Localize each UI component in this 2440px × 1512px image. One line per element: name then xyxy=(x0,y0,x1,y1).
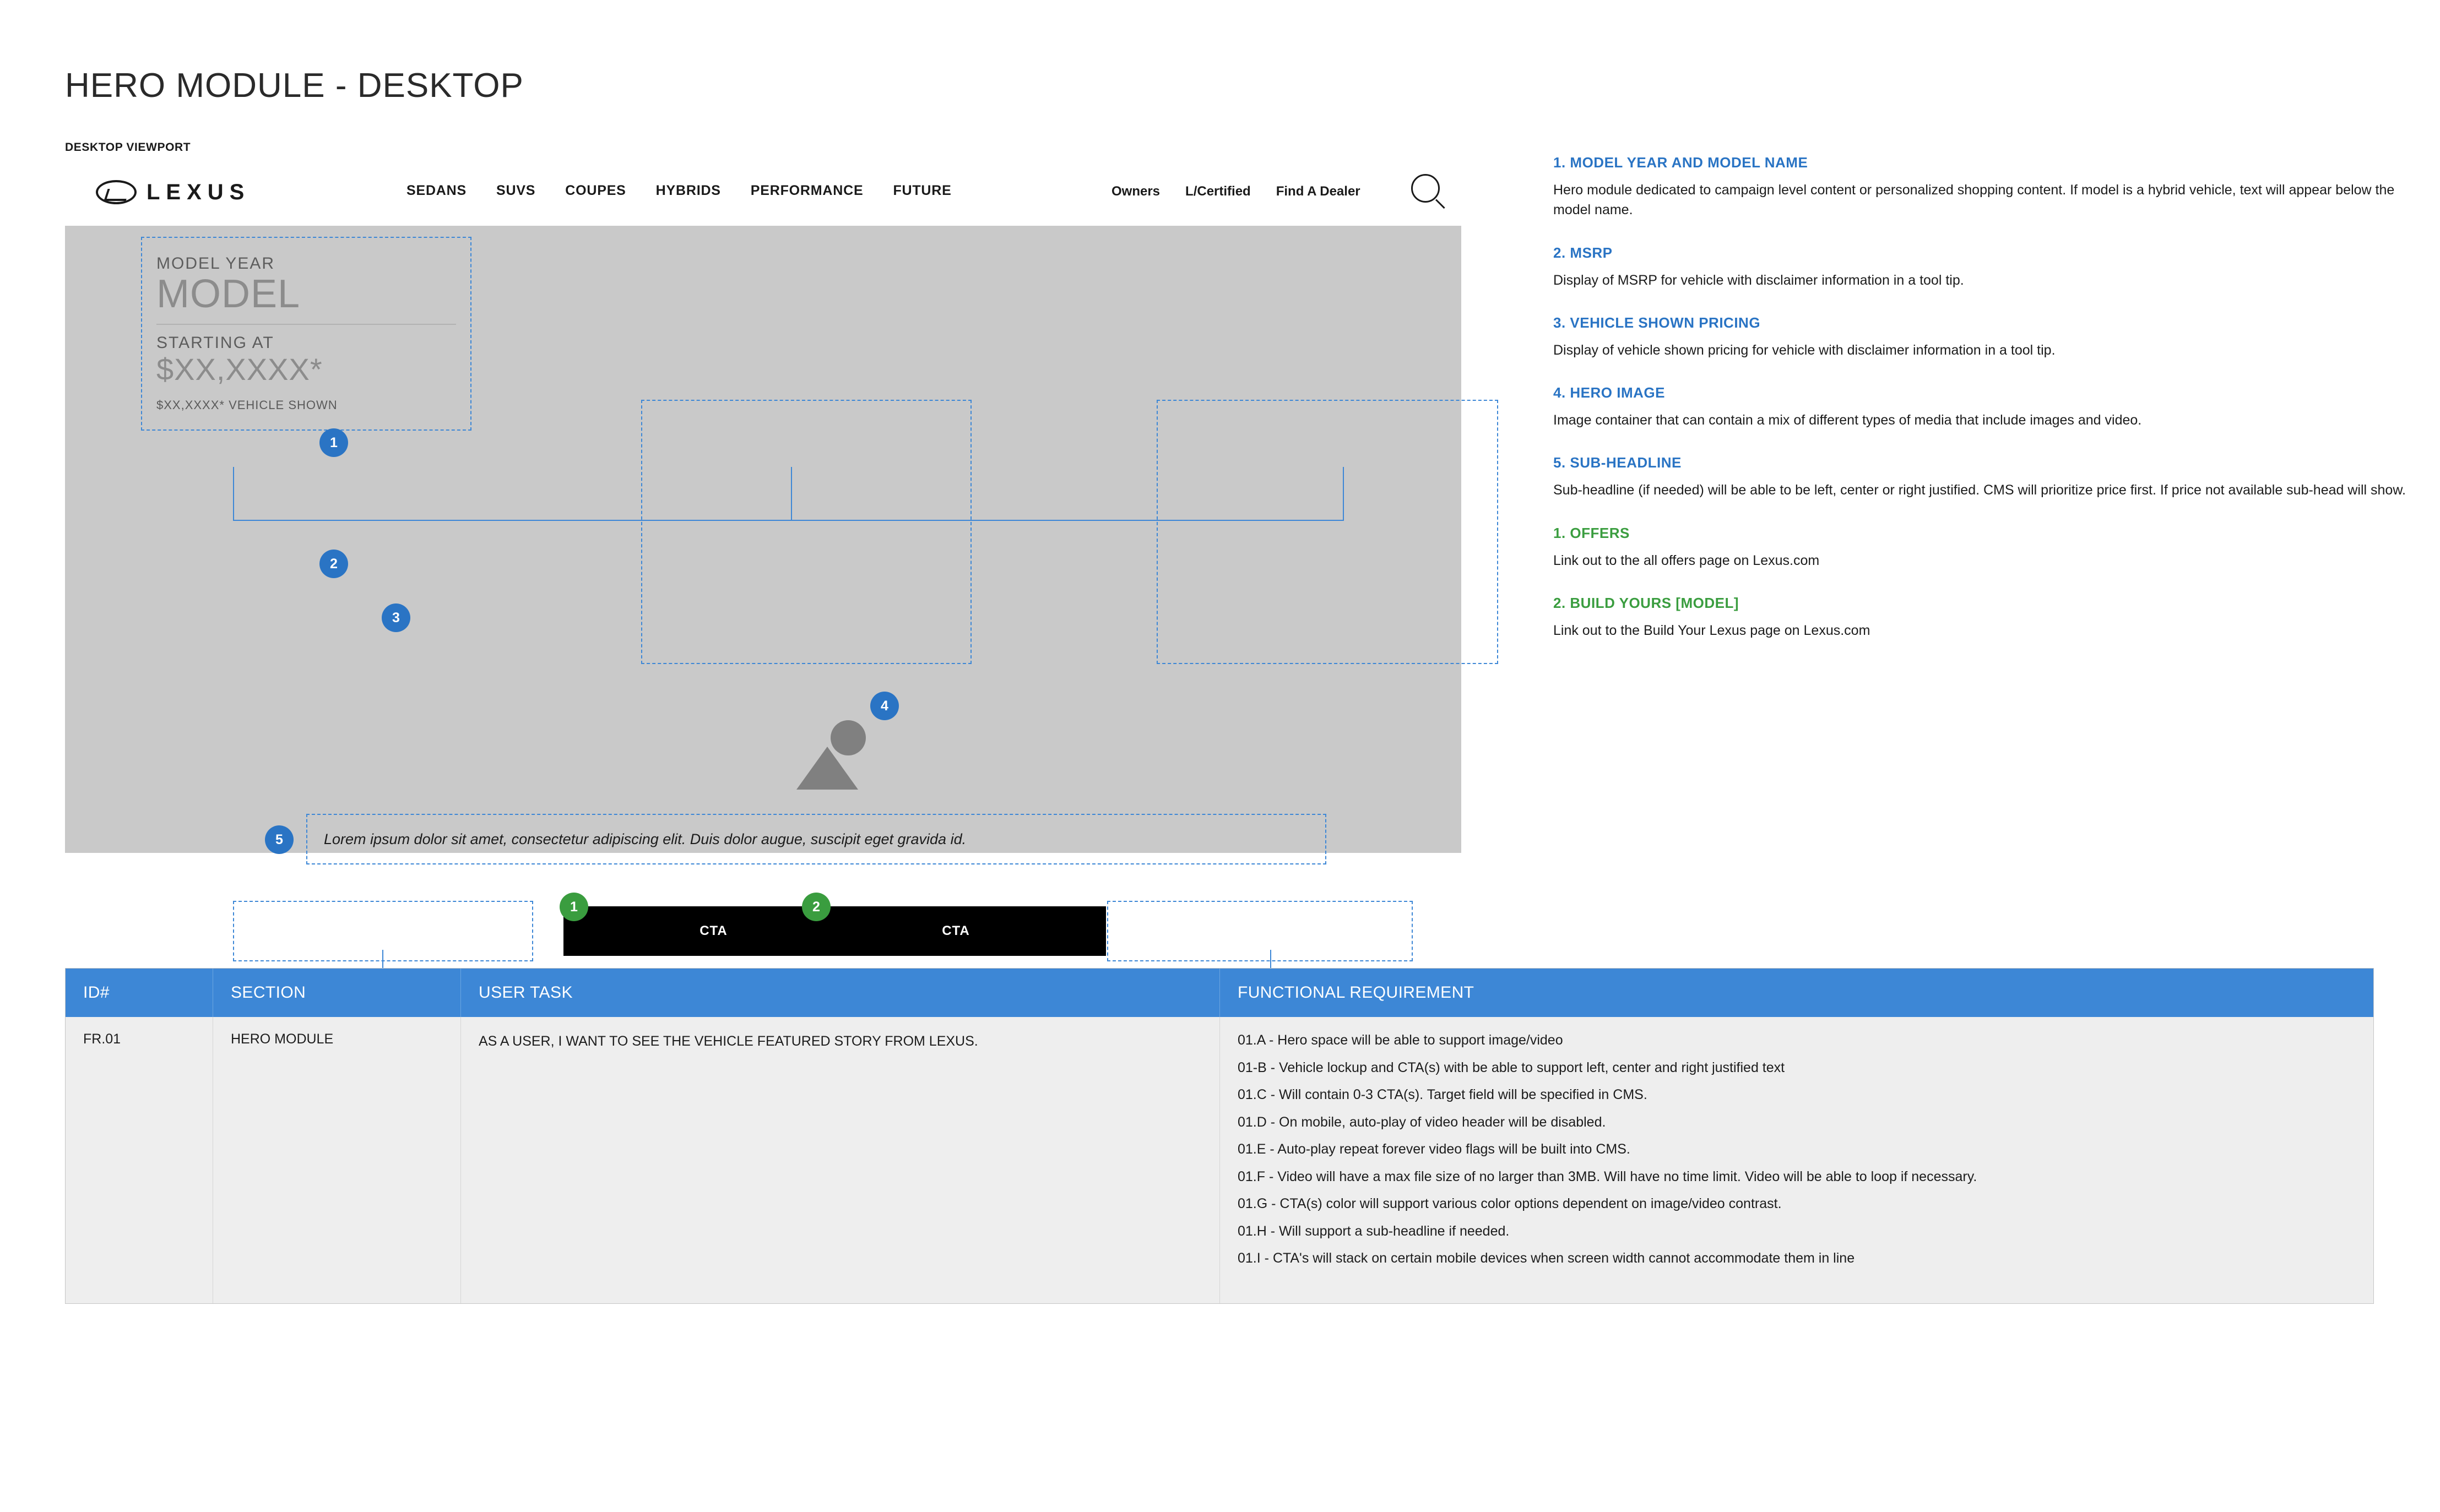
nav-item-hybrids[interactable]: HYBRIDS xyxy=(655,183,721,198)
cta-placeholder-right xyxy=(1107,901,1413,961)
note-heading-build-yours: 2. BUILD YOURS [MODEL] xyxy=(1553,594,1739,611)
nav-item-suvs[interactable]: SUVS xyxy=(496,183,536,198)
requirement-line: 01.C - Will contain 0-3 CTA(s). Target field will be specified in CMS. xyxy=(1238,1087,1647,1102)
nav-item-owners[interactable]: Owners xyxy=(1111,184,1161,199)
table-row xyxy=(66,1017,2373,1303)
note-heading-msrp: 2. MSRP xyxy=(1553,244,1613,261)
note-heading-sub-headline: 5. SUB-HEADLINE xyxy=(1553,454,1682,471)
lockup-divider xyxy=(156,324,456,325)
nav-item-future[interactable]: FUTURE xyxy=(893,183,952,198)
note-body-vehicle-shown-pricing: Display of vehicle shown pricing for vehicle with disclaimer information in a tool tip. xyxy=(1553,342,2056,358)
note-body-offers: Link out to the all offers page on Lexus.com xyxy=(1553,552,1820,568)
requirement-line: 01.H - Will support a sub-headline if needed. xyxy=(1238,1223,1510,1239)
table-cell-functional-requirement xyxy=(1220,1017,2373,1303)
note-body-hero-image: Image container that can contain a mix of different types of media that include images and video. xyxy=(1553,412,2142,428)
requirement-line: 01.I - CTA's will stack on certain mobile devices when screen width cannot accommodate them in line xyxy=(1238,1250,1855,1266)
connector-line xyxy=(233,467,234,521)
callout-3: 3 xyxy=(382,603,410,632)
table-cell-section: HERO MODULE xyxy=(213,1017,461,1303)
secondary-nav xyxy=(1111,184,1360,199)
primary-nav xyxy=(406,183,952,199)
note-body-model-year: Hero module dedicated to campaign level content or personalized shopping content. If model is a hybrid vehicle, text will appear below the model name. xyxy=(1553,182,2395,218)
vehicle-lockup xyxy=(141,237,471,431)
image-placeholder-icon-triangle xyxy=(796,747,858,790)
connector-line xyxy=(791,520,1344,521)
table-cell-id: FR.01 xyxy=(66,1017,213,1303)
table-header-user-task: USER TASK xyxy=(461,969,1220,1017)
search-icon-handle xyxy=(1435,199,1445,209)
table-header-functional-requirement: FUNCTIONAL REQUIREMENT xyxy=(1238,983,1474,1002)
cta-button-2[interactable]: CTA xyxy=(806,906,1106,956)
note-heading-model-year: 1. MODEL YEAR AND MODEL NAME xyxy=(1553,154,1808,171)
requirements-table xyxy=(65,968,2374,1304)
search-icon-circle xyxy=(1411,174,1440,203)
sub-headline: Lorem ipsum dolor sit amet, consectetur adipiscing elit. Duis dolor augue, suscipit eget gravida id. xyxy=(306,814,1326,864)
hero-image-placeholder-center xyxy=(641,400,972,664)
table-header-section: SECTION xyxy=(213,969,461,1017)
search-icon[interactable] xyxy=(1411,174,1447,210)
connector-line xyxy=(1343,467,1344,521)
callout-2: 2 xyxy=(319,550,348,578)
site-navbar xyxy=(65,159,1461,226)
requirement-line: 01.G - CTA(s) color will support various color options dependent on image/video contrast. xyxy=(1238,1196,1782,1211)
nav-item-lcertified[interactable]: L/Certified xyxy=(1185,184,1251,199)
lockup-model-year: MODEL YEAR xyxy=(156,254,275,273)
note-heading-vehicle-shown-pricing: 3. VEHICLE SHOWN PRICING xyxy=(1553,314,1761,331)
note-heading-hero-image: 4. HERO IMAGE xyxy=(1553,384,1665,401)
lockup-model-name: MODEL xyxy=(156,272,301,316)
callout-4: 4 xyxy=(870,692,899,720)
annotation-list xyxy=(1553,154,2423,665)
hero-image-placeholder-right xyxy=(1157,400,1498,664)
requirement-line: 01.D - On mobile, auto-play of video header will be disabled. xyxy=(1238,1114,1606,1130)
nav-item-sedans[interactable]: SEDANS xyxy=(406,183,467,198)
requirement-line: 01.E - Auto-play repeat forever video flags will be built into CMS. xyxy=(1238,1141,1630,1157)
note-body-build-yours: Link out to the Build Your Lexus page on Lexus.com xyxy=(1553,622,1870,638)
table-cell-user-task: AS A USER, I WANT TO SEE THE VEHICLE FEATURED STORY FROM LEXUS. xyxy=(461,1017,1220,1303)
table-header-id: ID# xyxy=(66,969,213,1017)
lockup-msrp: $XX,XXXX* xyxy=(156,352,323,387)
callout-build-yours: 2 xyxy=(802,893,831,921)
hero-module-wireframe xyxy=(65,159,1461,938)
callout-1: 1 xyxy=(319,428,348,457)
lockup-starting-at: STARTING AT xyxy=(156,334,274,352)
nav-item-coupes[interactable]: COUPES xyxy=(565,183,626,198)
callout-offers: 1 xyxy=(560,893,588,921)
requirement-line: 01-B - Vehicle lockup and CTA(s) with be able to support left, center and right justified text xyxy=(1238,1059,1785,1075)
note-heading-offers: 1. OFFERS xyxy=(1553,524,1630,541)
nav-item-find-a-dealer[interactable]: Find A Dealer xyxy=(1276,184,1360,199)
connector-line xyxy=(233,520,791,521)
table-header-row xyxy=(66,969,2373,1017)
requirement-line: 01.A - Hero space will be able to support image/video xyxy=(1238,1032,1563,1048)
lexus-logo[interactable] xyxy=(96,174,316,210)
lockup-vehicle-shown-price: $XX,XXXX* VEHICLE SHOWN xyxy=(156,398,338,412)
requirement-line: 01.F - Video will have a max file size of no larger than 3MB. Will have no time limit. Video will be able to loop if necessary. xyxy=(1238,1168,1977,1184)
nav-item-performance[interactable]: PERFORMANCE xyxy=(750,183,864,198)
callout-5: 5 xyxy=(265,825,294,854)
connector-line xyxy=(791,467,792,521)
page-title: HERO MODULE - DESKTOP xyxy=(65,67,524,105)
viewport-label: DESKTOP VIEWPORT xyxy=(65,141,191,154)
cta-button-1[interactable]: CTA xyxy=(563,906,864,956)
note-body-msrp: Display of MSRP for vehicle with disclaimer information in a tool tip. xyxy=(1553,272,1964,288)
lexus-wordmark: LEXUS xyxy=(147,180,251,204)
lexus-emblem-icon xyxy=(96,180,137,204)
note-body-sub-headline: Sub-headline (if needed) will be able to be left, center or right justified. CMS will prioritize price first. If price not available sub-head will show. xyxy=(1553,482,2406,498)
